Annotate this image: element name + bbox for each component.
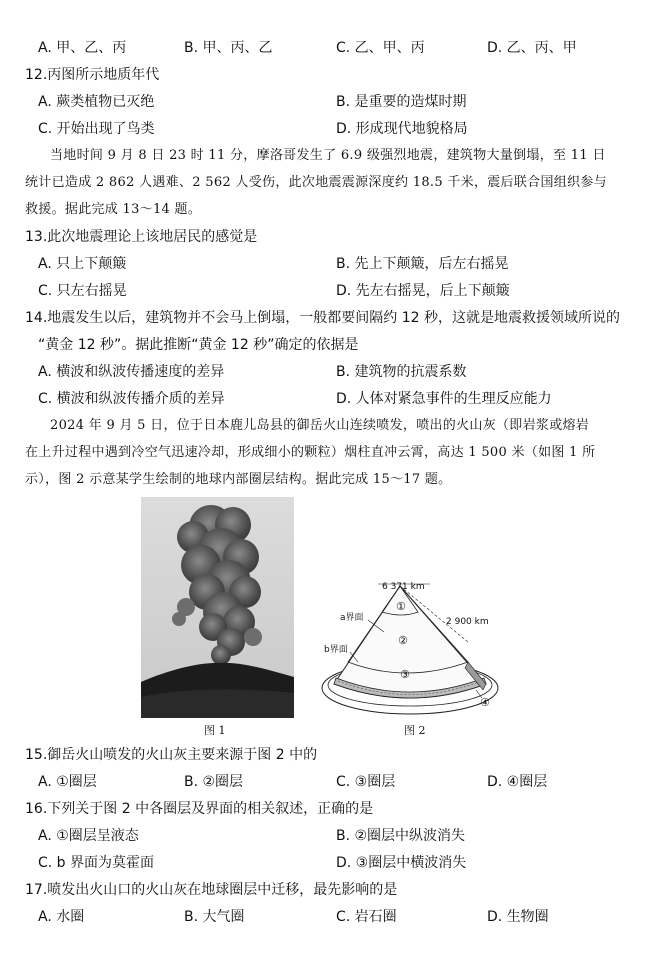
q16-option-b[interactable]: B. ②圈层中纵波消失 [336, 828, 466, 844]
fig2-layer-1-label: ① [396, 600, 406, 613]
q11-option-b[interactable]: B. 甲、丙、乙 [184, 40, 273, 56]
volcano-image [141, 497, 294, 718]
fig2-layer-2-label: ② [398, 634, 408, 647]
q17-option-b[interactable]: B. 大气圈 [184, 909, 245, 925]
q15-option-d[interactable]: D. ④圈层 [487, 774, 548, 790]
q14-option-c[interactable]: C. 横波和纵波传播介质的差异 [38, 391, 225, 407]
q13-option-a[interactable]: A. 只上下颠簸 [38, 256, 127, 272]
q14-option-b[interactable]: B. 建筑物的抗震系数 [336, 364, 467, 380]
passage1-line: 当地时间 9 月 8 日 23 时 11 分，摩洛哥发生了 6.9 级强烈地震，建筑物大量倒塌，至 11 日 [50, 148, 606, 163]
fig2-layer-3-label: ③ [400, 668, 410, 681]
passage1-line: 统计已造成 2 862 人遇难、2 562 人受伤，此次地震震源深度约 18.5 千米，震后联合国组织参与 [25, 175, 607, 190]
q15-option-c[interactable]: C. ③圈层 [336, 774, 396, 790]
fig1-caption: 图 1 [204, 724, 226, 737]
q15-stem: 15.御岳火山喷发的火山灰主要来源于图 2 中的 [25, 747, 318, 763]
q14-stem-line1: 14.地震发生以后，建筑物并不会马上倒塌，一般都要间隔约 12 秒，这就是地震救援领域所说的 [25, 310, 620, 326]
q11-option-c[interactable]: C. 乙、甲、丙 [336, 40, 425, 56]
passage1-line: 救援。据此完成 13～14 题。 [25, 202, 202, 217]
q14-option-a[interactable]: A. 横波和纵波传播速度的差异 [38, 364, 225, 380]
passage2-line: 2024 年 9 月 5 日，位于日本鹿儿岛县的御岳火山连续喷发，喷出的火山灰（即岩浆或熔岩 [50, 418, 590, 433]
q13-option-b[interactable]: B. 先上下颠簸，后左右摇晃 [336, 256, 509, 272]
fig2-a-boundary-label: a界面 [340, 613, 364, 623]
volcano-eruption-photo [141, 497, 294, 718]
q12-stem: 12.丙图所示地质年代 [25, 67, 160, 83]
fig2-b-boundary-label: b界面 [324, 645, 348, 655]
q17-option-a[interactable]: A. 水圈 [38, 909, 85, 925]
q16-stem: 16.下列关于图 2 中各圈层及界面的相关叙述，正确的是 [25, 801, 374, 817]
q11-option-d[interactable]: D. 乙、丙、甲 [487, 40, 577, 56]
q13-option-d[interactable]: D. 先左右摇晃，后上下颠簸 [336, 283, 510, 299]
q12-option-a[interactable]: A. 蕨类植物已灭绝 [38, 94, 155, 110]
q16-option-a[interactable]: A. ①圈层呈液态 [38, 828, 139, 844]
q15-option-a[interactable]: A. ①圈层 [38, 774, 97, 790]
q12-option-d[interactable]: D. 形成现代地貌格局 [336, 121, 468, 137]
earth-interior-diagram [318, 580, 503, 720]
q11-option-a[interactable]: A. 甲、乙、丙 [38, 40, 127, 56]
q13-option-c[interactable]: C. 只左右摇晃 [38, 283, 127, 299]
q16-option-c[interactable]: C. b 界面为莫霍面 [38, 855, 155, 871]
passage2-line: 示），图 2 示意某学生绘制的地球内部圈层结构。据此完成 15～17 题。 [25, 472, 452, 487]
q17-stem: 17.喷发出火山口的火山灰在地球圈层中迁移，最先影响的是 [25, 882, 398, 898]
q14-option-d[interactable]: D. 人体对紧急事件的生理反应能力 [336, 391, 552, 407]
passage2-line: 在上升过程中遇到冷空气迅速冷却，形成细小的颗粒）烟柱直冲云霄，高达 1 500 米（如图 1 所 [25, 445, 596, 460]
q14-stem-line2: “黄金 12 秒”。据此推断“黄金 12 秒”确定的依据是 [38, 337, 359, 353]
fig2-depth-label: 2 900 km [446, 617, 489, 627]
q17-option-d[interactable]: D. 生物圈 [487, 909, 549, 925]
q12-option-c[interactable]: C. 开始出现了鸟类 [38, 121, 155, 137]
fig2-radius-label: 6 371 km [382, 582, 425, 592]
q17-option-c[interactable]: C. 岩石圈 [336, 909, 397, 925]
q16-option-d[interactable]: D. ③圈层中横波消失 [336, 855, 467, 871]
q15-option-b[interactable]: B. ②圈层 [184, 774, 244, 790]
fig2-layer-4-label: ④ [480, 696, 490, 709]
q12-option-b[interactable]: B. 是重要的造煤时期 [336, 94, 467, 110]
fig2-caption: 图 2 [404, 724, 426, 737]
q13-stem: 13.此次地震理论上该地居民的感觉是 [25, 229, 258, 245]
